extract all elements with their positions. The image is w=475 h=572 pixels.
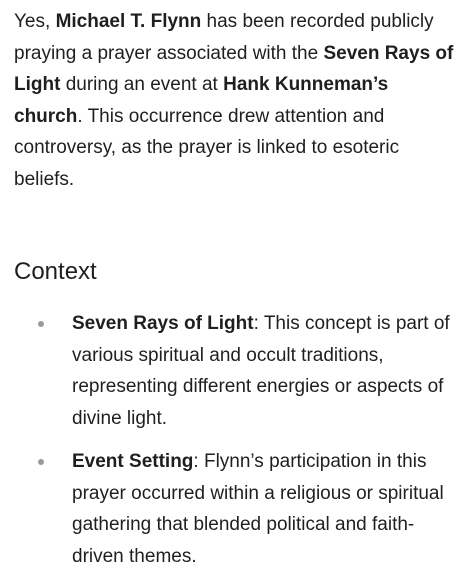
context-list	[14, 308, 461, 572]
context-heading: Context	[14, 258, 97, 285]
list-item	[14, 308, 461, 434]
list-item-term: Event Setting	[72, 451, 194, 472]
intro-text: Yes,	[14, 11, 56, 32]
list-item-term: Seven Rays of Light	[72, 313, 254, 334]
list-item	[14, 446, 461, 572]
intro-text: . This occurrence drew attention and controversy, as the prayer is linked to esoteric beliefs.	[14, 105, 400, 190]
list-item-desc: : This concept is part of various spiritual and occult traditions, representing different energies or aspects of divine light.	[72, 313, 450, 429]
list-item-desc: : Flynn’s participation in this prayer occurred within a religious or spiritual gathering that blended political and faith-driven themes.	[72, 451, 444, 567]
bullet-icon	[38, 459, 44, 465]
intro-paragraph	[14, 0, 461, 195]
intro-text: during an event at	[60, 74, 224, 95]
intro-bold-topic: Seven Rays of Light	[14, 42, 454, 95]
bullet-icon	[38, 321, 44, 327]
intro-bold-church: Hank Kunneman’s church	[14, 74, 389, 127]
intro-bold-name: Michael T. Flynn	[55, 11, 202, 32]
intro-text: has been recorded publicly praying a prayer associated with the	[14, 11, 434, 64]
